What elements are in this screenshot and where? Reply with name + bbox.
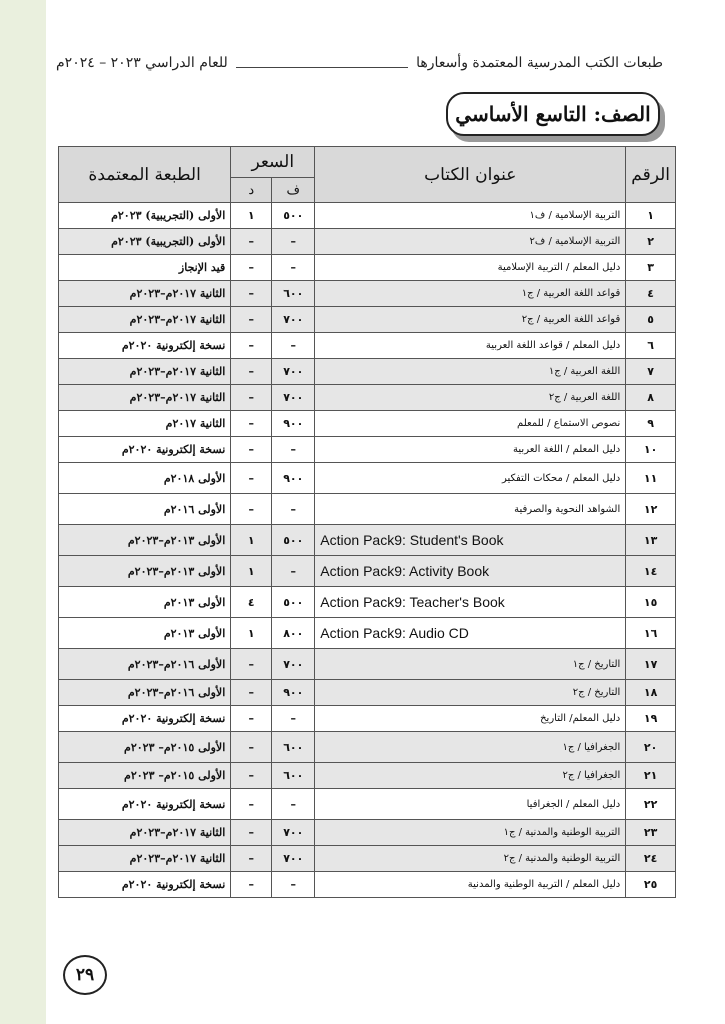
row-number: ٢٢ [626,789,676,820]
row-title: Action Pack9: Activity Book [315,556,626,587]
row-title: اللغة العربية / ج٢ [315,385,626,411]
row-edition: الثانية ٢٠١٧م–٢٠٢٣م [59,385,231,411]
row-edition: الثانية ٢٠١٧م [59,411,231,437]
row-price-fils: ٧٠٠ [272,307,315,333]
row-price-fils: ٩٠٠ [272,463,315,494]
row-price-dinar: – [231,820,272,846]
row-price-dinar: – [231,359,272,385]
header-edition: الطبعة المعتمدة [59,147,231,203]
row-price-fils: ٩٠٠ [272,411,315,437]
row-price-fils: ٦٠٠ [272,763,315,789]
row-edition: نسخة إلكترونية ٢٠٢٠م [59,437,231,463]
row-number: ١٤ [626,556,676,587]
row-price-dinar: – [231,872,272,898]
header-fils: ف [272,178,315,203]
row-number: ١١ [626,463,676,494]
row-title: التربية الإسلامية / ف١ [315,203,626,229]
table-row [59,281,676,307]
table-body [59,203,676,898]
row-price-dinar: – [231,763,272,789]
page-margin-strip [0,0,46,1024]
row-title: دليل المعلم / التربية الوطنية والمدنية [315,872,626,898]
row-price-dinar: ١ [231,556,272,587]
row-price-fils: ٨٠٠ [272,618,315,649]
row-title: دليل المعلم / التربية الإسلامية [315,255,626,281]
row-edition: الأولى (التجريبية) ٢٠٢٣م [59,203,231,229]
table-row [59,618,676,649]
row-title: Action Pack9: Student's Book [315,525,626,556]
row-edition: الثانية ٢٠١٧م–٢٠٢٣م [59,281,231,307]
table-row [59,846,676,872]
row-title: نصوص الاستماع / للمعلم [315,411,626,437]
row-price-dinar: – [231,463,272,494]
row-edition: قيد الإنجاز [59,255,231,281]
row-title: دليل المعلم / قواعد اللغة العربية [315,333,626,359]
table-row [59,385,676,411]
header-title: طبعات الكتب المدرسية المعتمدة وأسعارها [416,55,663,71]
row-number: ٩ [626,411,676,437]
table-row [59,556,676,587]
row-price-dinar: ١ [231,618,272,649]
row-title: الجغرافيا / ج٢ [315,763,626,789]
table-row [59,587,676,618]
row-edition: نسخة إلكترونية ٢٠٢٠م [59,872,231,898]
header-title: عنوان الكتاب [315,147,626,203]
row-edition: الأولى ٢٠١٣م [59,618,231,649]
header-number: الرقم [626,147,676,203]
row-title: Action Pack9: Teacher's Book [315,587,626,618]
table-row [59,203,676,229]
row-price-fils: – [272,789,315,820]
table-row [59,649,676,680]
table-row [59,789,676,820]
row-price-dinar: – [231,229,272,255]
row-price-dinar: – [231,307,272,333]
table-row [59,437,676,463]
row-edition: نسخة إلكترونية ٢٠٢٠م [59,789,231,820]
page-header [56,52,663,74]
table-row [59,680,676,706]
row-price-fils: ٧٠٠ [272,846,315,872]
table-row [59,307,676,333]
row-number: ١٨ [626,680,676,706]
row-edition: الأولى ٢٠١٥م– ٢٠٢٣م [59,763,231,789]
row-title: التربية الوطنية والمدنية / ج١ [315,820,626,846]
row-edition: نسخة إلكترونية ٢٠٢٠م [59,333,231,359]
row-price-dinar: – [231,281,272,307]
row-price-dinar: – [231,789,272,820]
table-row [59,255,676,281]
row-price-dinar: – [231,411,272,437]
row-edition: الأولى ٢٠١٣م [59,587,231,618]
page-number: ٢٩ [63,955,107,995]
row-number: ٦ [626,333,676,359]
row-price-fils: ٥٠٠ [272,587,315,618]
row-number: ٨ [626,385,676,411]
header-rule [236,59,408,68]
row-title: Action Pack9: Audio CD [315,618,626,649]
row-title: قواعد اللغة العربية / ج٢ [315,307,626,333]
row-price-fils: ٥٠٠ [272,203,315,229]
row-edition: الثانية ٢٠١٧م–٢٠٢٣م [59,359,231,385]
table-row [59,463,676,494]
row-price-fils: – [272,494,315,525]
row-price-fils: ٦٠٠ [272,281,315,307]
row-price-dinar: – [231,437,272,463]
row-price-fils: – [272,255,315,281]
row-edition: الثانية ٢٠١٧م–٢٠٢٣م [59,307,231,333]
row-number: ٧ [626,359,676,385]
row-price-fils: – [272,706,315,732]
table-row [59,820,676,846]
row-title: دليل المعلم / اللغة العربية [315,437,626,463]
row-price-dinar: – [231,385,272,411]
row-edition: الأولى ٢٠١٦م [59,494,231,525]
row-number: ١ [626,203,676,229]
row-number: ٢ [626,229,676,255]
row-price-fils: – [272,229,315,255]
row-title: اللغة العربية / ج١ [315,359,626,385]
row-price-dinar: – [231,706,272,732]
row-title: دليل المعلم / الجغرافيا [315,789,626,820]
table-row [59,732,676,763]
table-row [59,525,676,556]
row-edition: الثانية ٢٠١٧م–٢٠٢٣م [59,846,231,872]
table-row [59,333,676,359]
row-price-dinar: – [231,732,272,763]
row-edition: الأولى ٢٠١٦م–٢٠٢٣م [59,649,231,680]
row-edition: الأولى (التجريبية) ٢٠٢٣م [59,229,231,255]
row-price-fils: ٧٠٠ [272,820,315,846]
row-title: التربية الإسلامية / ف٢ [315,229,626,255]
row-edition: الأولى ٢٠١٥م– ٢٠٢٣م [59,732,231,763]
row-title: التاريخ / ج٢ [315,680,626,706]
row-number: ١٣ [626,525,676,556]
row-price-dinar: – [231,255,272,281]
table-row [59,359,676,385]
row-edition: الأولى ٢٠١٣م–٢٠٢٣م [59,556,231,587]
row-number: ١٧ [626,649,676,680]
row-edition: الأولى ٢٠١٨م [59,463,231,494]
row-price-dinar: – [231,333,272,359]
row-number: ٥ [626,307,676,333]
table-row [59,763,676,789]
row-edition: نسخة إلكترونية ٢٠٢٠م [59,706,231,732]
row-price-fils: ٩٠٠ [272,680,315,706]
row-title: قواعد اللغة العربية / ج١ [315,281,626,307]
row-number: ١٥ [626,587,676,618]
row-title: التربية الوطنية والمدنية / ج٢ [315,846,626,872]
row-title: الجغرافيا / ج١ [315,732,626,763]
row-number: ٢٤ [626,846,676,872]
row-title: دليل المعلم / محكات التفكير [315,463,626,494]
row-title: التاريخ / ج١ [315,649,626,680]
row-number: ١٠ [626,437,676,463]
row-price-dinar: ١ [231,203,272,229]
row-title: دليل المعلم/ التاريخ [315,706,626,732]
row-edition: الأولى ٢٠١٣م–٢٠٢٣م [59,525,231,556]
row-number: ٢١ [626,763,676,789]
row-title: الشواهد النحوية والصرفية [315,494,626,525]
books-table [58,146,676,898]
table-header-row [59,147,676,178]
row-price-dinar: – [231,846,272,872]
row-price-fils: ٦٠٠ [272,732,315,763]
row-number: ٤ [626,281,676,307]
row-number: ٣ [626,255,676,281]
row-price-dinar: – [231,494,272,525]
row-number: ٢٠ [626,732,676,763]
row-price-dinar: ٤ [231,587,272,618]
row-price-dinar: – [231,649,272,680]
header-year: للعام الدراسي ٢٠٢٣ – ٢٠٢٤م [56,55,228,71]
row-price-fils: ٧٠٠ [272,359,315,385]
row-number: ١٩ [626,706,676,732]
table-row [59,706,676,732]
row-edition: الثانية ٢٠١٧م–٢٠٢٣م [59,820,231,846]
table-row [59,872,676,898]
grade-label: الصف: التاسع الأساسي [446,92,660,136]
table-row [59,411,676,437]
row-price-dinar: – [231,680,272,706]
header-price: السعر [231,147,315,178]
row-number: ٢٣ [626,820,676,846]
table-row [59,494,676,525]
row-price-fils: ٧٠٠ [272,649,315,680]
row-price-fils: – [272,437,315,463]
row-number: ١٢ [626,494,676,525]
row-price-dinar: ١ [231,525,272,556]
row-number: ١٦ [626,618,676,649]
row-price-fils: – [272,872,315,898]
row-price-fils: – [272,333,315,359]
row-number: ٢٥ [626,872,676,898]
row-edition: الأولى ٢٠١٦م–٢٠٢٣م [59,680,231,706]
row-price-fils: ٥٠٠ [272,525,315,556]
header-dinar: د [231,178,272,203]
row-price-fils: – [272,556,315,587]
table-row [59,229,676,255]
row-price-fils: ٧٠٠ [272,385,315,411]
